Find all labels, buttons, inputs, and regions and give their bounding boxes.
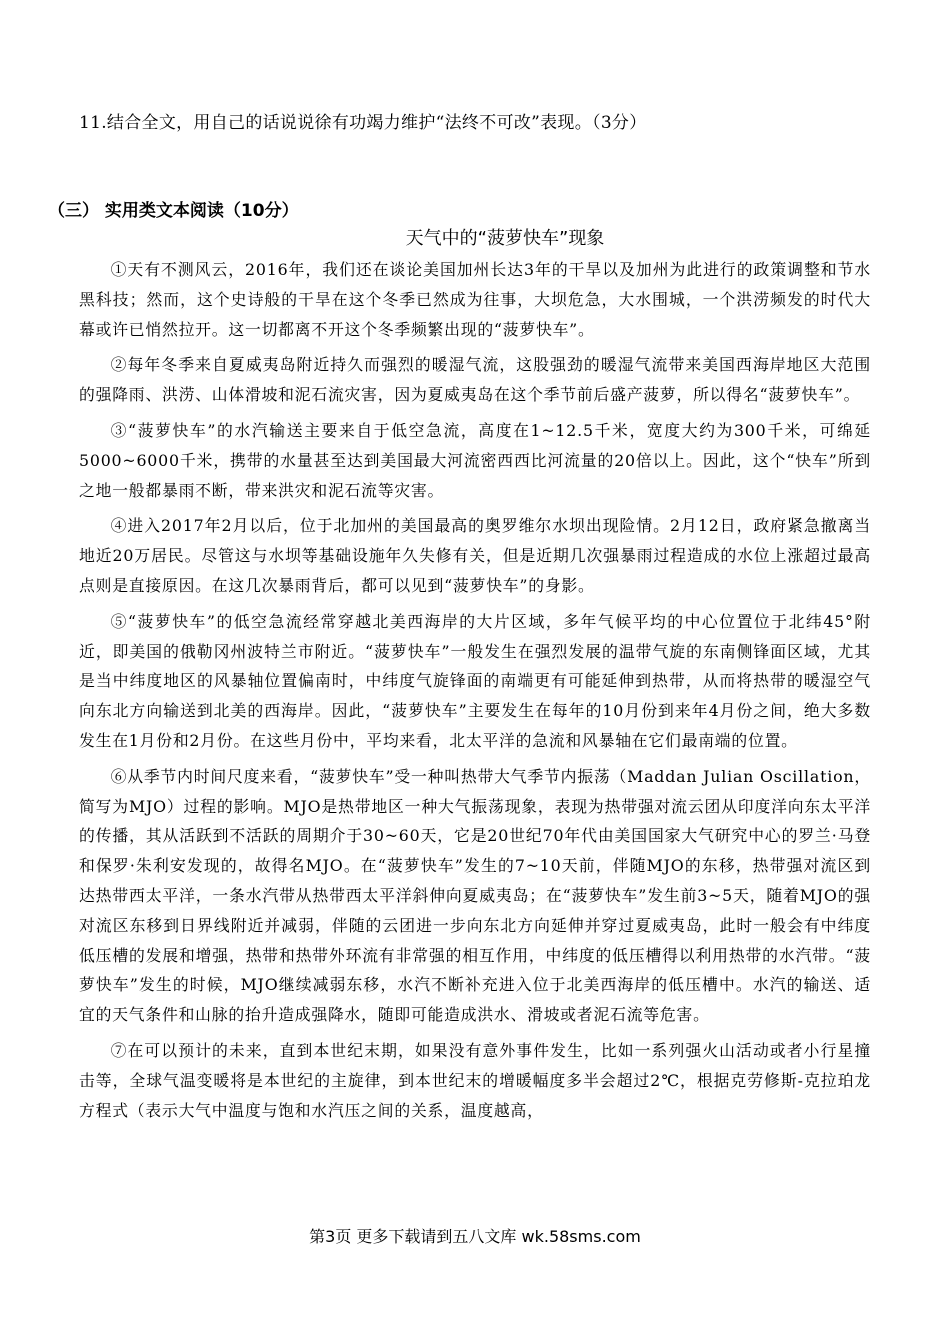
article-body bbox=[79, 255, 871, 1131]
paragraph-6: ⑥从季节内时间尺度来看，“菠萝快车”受一种叫热带大气季节内振荡（Maddan Julian Oscillation，简写为MJO）过程的影响。MJO是热带地区一种大气振荡现象，表现为热带强对流云团从印度洋向东太平洋的传播，其从活跃到不活跃的周期介于30~60天，它是20世纪70年代由美国国家大气研究中心的罗兰·马登和保罗·朱利安发现的，故得名MJO。在“菠萝快车”发生的7~10天前，伴随MJO的东移，热带强对流区到达热带西太平洋，一条水汽带从热带西太平洋斜伸向夏威夷岛；在“菠萝快车”发生前3~5天，随着MJO的强对流区东移到日界线附近并减弱，伴随的云团进一步向东北方向延伸并穿过夏威夷岛，此时一般会有中纬度低压槽的发展和增强，热带和热带外环流有非常强的相互作用，中纬度的低压槽得以利用热带的水汽带。“菠萝快车”发生的时候，MJO继续减弱东移，水汽不断补充进入位于北美西海岸的低压槽中。水汽的输送、适宜的天气条件和山脉的抬升造成强降水，随即可能造成洪水、滑坡或者泥石流等危害。 bbox=[79, 766, 871, 1025]
page-footer: 第3页 更多下载请到五八文库 wk.58sms.com bbox=[309, 1227, 641, 1246]
question-11: 11.结合全文，用自己的话说说徐有功竭力维护“法终不可改”表现。（3分） bbox=[79, 113, 647, 133]
section-heading: （三） 实用类文本阅读（10分） bbox=[48, 201, 299, 221]
paragraph-4: ④进入2017年2月以后，位于北加州的美国最高的奥罗维尔水坝出现险情。2月12日，政府紧急撤离当地近20万居民。尽管这与水坝等基础设施年久失修有关，但是近期几次强暴雨过程造成的水位上涨超过最高点则是直接原因。在这几次暴雨背后，都可以见到“菠萝快车”的身影。 bbox=[79, 516, 871, 595]
paragraph-7: ⑦在可以预计的未来，直到本世纪末期，如果没有意外事件发生，比如一系列强火山活动或者小行星撞击等，全球气温变暖将是本世纪的主旋律，到本世纪末的增暖幅度多半会超过2℃，根据克劳修斯-克拉珀龙方程式（表示大气中温度与饱和水汽压之间的关系，温度越高， bbox=[79, 1040, 871, 1120]
paragraph-2: ②每年冬季来自夏威夷岛附近持久而强烈的暖湿气流，这股强劲的暖湿气流带来美国西海岸地区大范围的强降雨、洪涝、山体滑坡和泥石流灾害，因为夏威夷岛在这个季节前后盛产菠萝，所以得名“菠萝快车”。 bbox=[79, 355, 871, 405]
paragraph-5: ⑤“菠萝快车”的低空急流经常穿越北美西海岸的大片区域，多年气候平均的中心位置位于北纬45°附近，即美国的俄勒冈州波特兰市附近。“菠萝快车”一般发生在强烈发展的温带气旋的东南侧锋面区域，尤其是当中纬度地区的风暴轴位置偏南时，中纬度气旋锋面的南端更有可能延伸到热带，从而将热带的暖湿空气向东北方向输送到北美的西海岸。因此，“菠萝快车”主要发生在每年的10月份到来年4月份之间，绝大多数发生在1月份和2月份。在这些月份中，平均来看，北太平洋的急流和风暴轴在它们最南端的位置。 bbox=[79, 611, 871, 750]
paragraph-3: ③“菠萝快车”的水汽输送主要来自于低空急流，高度在1~12.5千米，宽度大约为300千米，可绵延5000~6000千米，携带的水量甚至达到美国最大河流密西西比河流量的20倍以上。因此，这个“快车”所到之地一般都暴雨不断，带来洪灾和泥石流等灾害。 bbox=[79, 420, 871, 500]
paragraph-1: ①天有不测风云，2016年，我们还在谈论美国加州长达3年的干旱以及加州为此进行的政策调整和节水黑科技；然而，这个史诗般的干旱在这个冬季已然成为往事，大坝危急，大水围城，一个洪涝频发的时代大幕或许已悄然拉开。这一切都离不开这个冬季频繁出现的“菠萝快车”。 bbox=[79, 260, 871, 339]
article-title: 天气中的“菠萝快车”现象 bbox=[405, 228, 605, 249]
